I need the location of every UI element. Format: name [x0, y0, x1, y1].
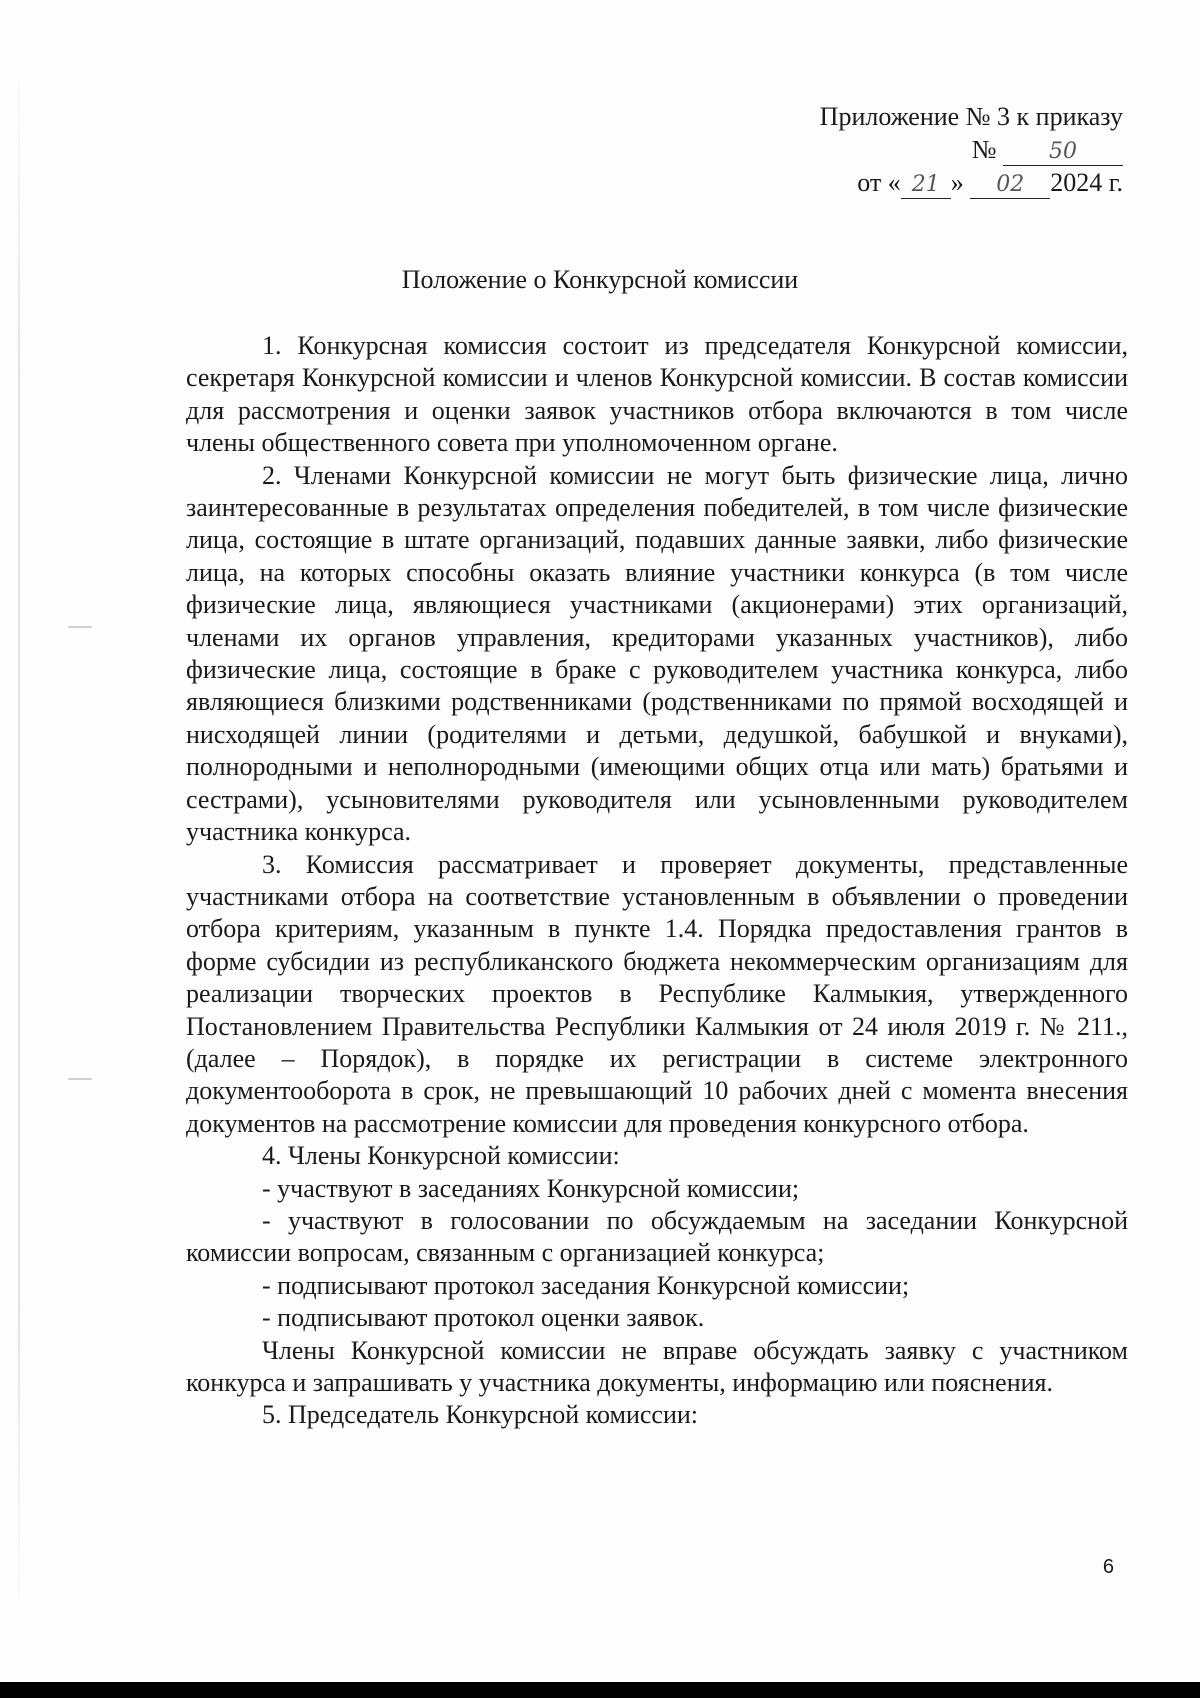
paragraph-3: 3. Комиссия рассматривает и проверяет документы, представленные участниками отбора на соответствие установленным в объявлении о проведении отбора критериям, указанным в пункте 1.4. Порядка предоставления грантов в форме субсидии из республиканского бюджета некоммерческим организациям для реализации творческих проектов в Республике Калмыкия, утвержденного Постановлением Правительства Республики Калмыкия от 24 июля 2019 г. № 211., (далее – Порядок), в порядке их регистрации в системе электронного документооборота в срок, не превышающий 10 рабочих дней с момента внесения документов на рассмотрение комиссии для проведения конкурсного отбора.: [186, 849, 1128, 1138]
list-item: - подписывают протокол заседания Конкурсной комиссии;: [262, 1270, 910, 1300]
date-day-handwritten: 21: [901, 172, 951, 199]
scan-mark: [68, 626, 92, 628]
appendix-header: [820, 100, 1123, 199]
list-item: - подписывают протокол оценки заявок.: [262, 1303, 705, 1333]
document-body: [186, 330, 1128, 1432]
date-year: 2024 г.: [1050, 168, 1123, 197]
paragraph-4-heading: 4. Члены Конкурсной комиссии:: [262, 1141, 620, 1171]
order-date-line: [820, 166, 1123, 199]
scan-bottom-border: [0, 1682, 1200, 1698]
paragraph-1: 1. Конкурсная комиссия состоит из председателя Конкурсной комиссии, секретаря Конкурсной комиссии и членов Конкурсной комиссии. В состав комиссии для рассмотрения и оценки заявок участников отбора включаются в том числе члены общественного совета при уполномоченном органе.: [186, 331, 1128, 458]
list-item: - участвуют в заседаниях Конкурсной комиссии;: [262, 1173, 800, 1203]
date-month-handwritten: 02: [970, 172, 1050, 199]
scan-mark: [68, 1078, 92, 1080]
page-number: 6: [1102, 1556, 1114, 1578]
order-number-line: [820, 133, 1123, 166]
list-item: - участвуют в голосовании по обсуждаемым на заседании Конкурсной комиссии вопросам, связанным с организацией конкурса;: [186, 1205, 1128, 1268]
paragraph-restriction: Члены Конкурсной комиссии не вправе обсуждать заявку с участником конкурса и запрашивать у участника документы, информацию или пояснения.: [186, 1335, 1128, 1397]
number-label: №: [971, 135, 997, 164]
order-number-handwritten: 50: [1003, 139, 1123, 166]
date-mid: »: [950, 168, 964, 197]
paragraph-5-heading: 5. Председатель Конкурсной комиссии:: [262, 1400, 698, 1430]
appendix-title: Приложение № 3 к приказу: [819, 102, 1123, 131]
document-title: Положение о Конкурсной комиссии: [401, 265, 799, 294]
paragraph-2: 2. Членами Конкурсной комиссии не могут быть физические лица, лично заинтересованные в результатах определения победителей, в том числе физические лица, состоящие в штате организаций, подавших данные заявки, либо физические лица, на которых способны оказать влияние участники конкурса (в том числе физические лица, являющиеся участниками (акционерами) этих организаций, членами их органов управления, кредиторами указанных участников), либо физические лица, состоящие в браке с руководителем участника конкурса, либо являющиеся близкими родственниками (родственниками по прямой восходящей и нисходящей линии (родителями и детьми, дедушкой, бабушкой и внуками), полнородными и неполнородными (имеющими общих отца или мать) братьями и сестрами), усыновителями руководителя или усыновленными руководителем участника конкурса.: [186, 460, 1128, 847]
date-prefix: от «: [857, 168, 901, 197]
